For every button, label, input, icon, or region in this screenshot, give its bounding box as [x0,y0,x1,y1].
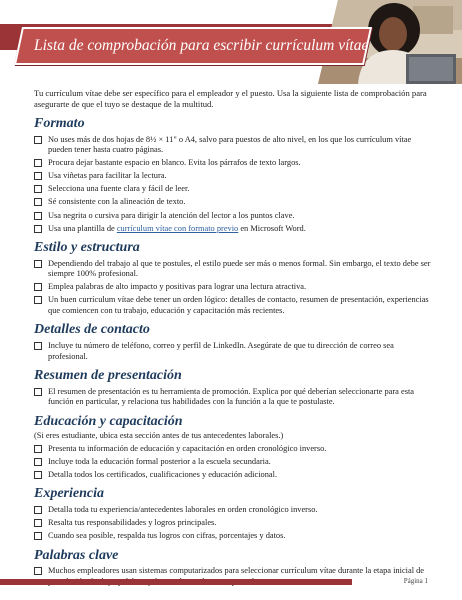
section-heading: Detalles de contacto [34,322,150,338]
checklist [34,259,434,317]
intro-paragraph: Tu currículum vítae debe ser específico para el empleador y el puesto. Usa la siguiente lista de comprobación para asegurarte de que el tuyo se destaque de la multitud. [34,88,427,109]
section-resumen [34,367,434,408]
checkbox-icon[interactable] [34,225,42,233]
footer-bar [0,579,352,585]
section-estilo [34,239,434,316]
page-number: Página 1 [403,577,428,585]
checklist-item: Incluye tu número de teléfono, correo y perfil de LinkedIn. Asegúrate de que tu dirección de correo sea profesional. [34,341,434,362]
template-link[interactable]: currículum vítae con formato previo [116,223,239,233]
checklist-item: Detalla todos los certificados, cualificaciones y educación adicional. [34,470,434,481]
checkbox-icon[interactable] [34,532,42,540]
checklist-item: Procura dejar bastante espacio en blanco. Evita los párrafos de texto largos. [34,158,434,169]
checkbox-icon[interactable] [34,212,42,220]
page-title: Lista de comprobación para escribir currículum vítae [34,37,369,54]
checklist-content [34,112,434,590]
checklist-item: Detalla toda tu experiencia/antecedentes laborales en orden cronológico inverso. [34,505,434,516]
checklist [34,341,434,362]
checklist-item: Emplea palabras de alto impacto y positivas para lograr una lectura atractiva. [34,282,434,293]
checklist [34,387,434,408]
section-heading: Educación y capacitación [34,413,183,429]
checkbox-icon[interactable] [34,388,42,396]
checklist [34,444,434,481]
checklist-item: Usa negrita o cursiva para dirigir la atención del lector a los puntos clave. [34,211,434,222]
checklist-item: Presenta tu información de educación y capacitación en orden cronológico inverso. [34,444,434,455]
checkbox-icon[interactable] [34,260,42,268]
checkbox-icon[interactable] [34,342,42,350]
checklist-item: Sé consistente con la alineación de texto. [34,197,434,208]
checklist-item: Selecciona una fuente clara y fácil de leer. [34,184,434,195]
checkbox-icon[interactable] [34,185,42,193]
section-heading: Resumen de presentación [34,368,182,384]
checkbox-icon[interactable] [34,296,42,304]
checkbox-icon[interactable] [34,519,42,527]
checklist-item: Usa una plantilla de currículum vítae con formato previo en Microsoft Word. [34,224,434,235]
section-note: (Si eres estudiante, ubica esta sección antes de tus antecedentes laborales.) [34,430,284,440]
checkbox-icon[interactable] [34,471,42,479]
checklist [34,135,434,235]
checklist-item: No uses más de dos hojas de 8½ × 11" o A4, salvo para puestos de alto nivel, en los que los currículum vítae pueden tener hasta cuatro páginas. [34,135,434,156]
checkbox-icon[interactable] [34,458,42,466]
checklist-item: Usa viñetas para facilitar la lectura. [34,171,434,182]
checkbox-icon[interactable] [34,159,42,167]
checkbox-icon[interactable] [34,283,42,291]
section-heading: Experiencia [34,486,104,502]
checklist [34,505,434,542]
section-heading: Palabras clave [34,547,119,563]
checkbox-icon[interactable] [34,136,42,144]
checklist-item: Incluye toda la educación formal posterior a la escuela secundaria. [34,457,434,468]
checklist-item: El resumen de presentación es tu herramienta de promoción. Explica por qué deberían seleccionarte para esta función en particular, y relaciona tus habilidades con la función a la que te postulaste. [34,387,434,408]
section-heading: Estilo y estructura [34,240,140,256]
section-heading: Formato [34,116,85,131]
checkbox-icon[interactable] [34,445,42,453]
checkbox-icon[interactable] [34,172,42,180]
checkbox-icon[interactable] [34,567,42,575]
checklist-item: Muchos empleadores usan sistemas computarizados para seleccionar currículum vítae durante la etapa inicial de [34,566,434,587]
section-experiencia [34,485,434,541]
checkbox-icon[interactable] [34,198,42,206]
section-educacion [34,413,434,481]
section-contacto [34,321,434,362]
checklist-item: Un buen currículum vítae debe tener un orden lógico: detalles de contacto, resumen de presentación, experiencias que comiencen con tu trabajo, educación y capacitación más recientes. [34,295,434,316]
checkbox-icon[interactable] [34,506,42,514]
checklist-item: Cuando sea posible, respalda tus logros con cifras, porcentajes y datos. [34,531,434,542]
checklist-item: Resalta tus responsabilidades y logros principales. [34,518,434,529]
section-formato [34,115,434,234]
checklist-item: Dependiendo del trabajo al que te postules, el estilo puede ser más o menos formal. Sin embargo, el texto debe ser siempre 100% profesional. [34,259,434,280]
